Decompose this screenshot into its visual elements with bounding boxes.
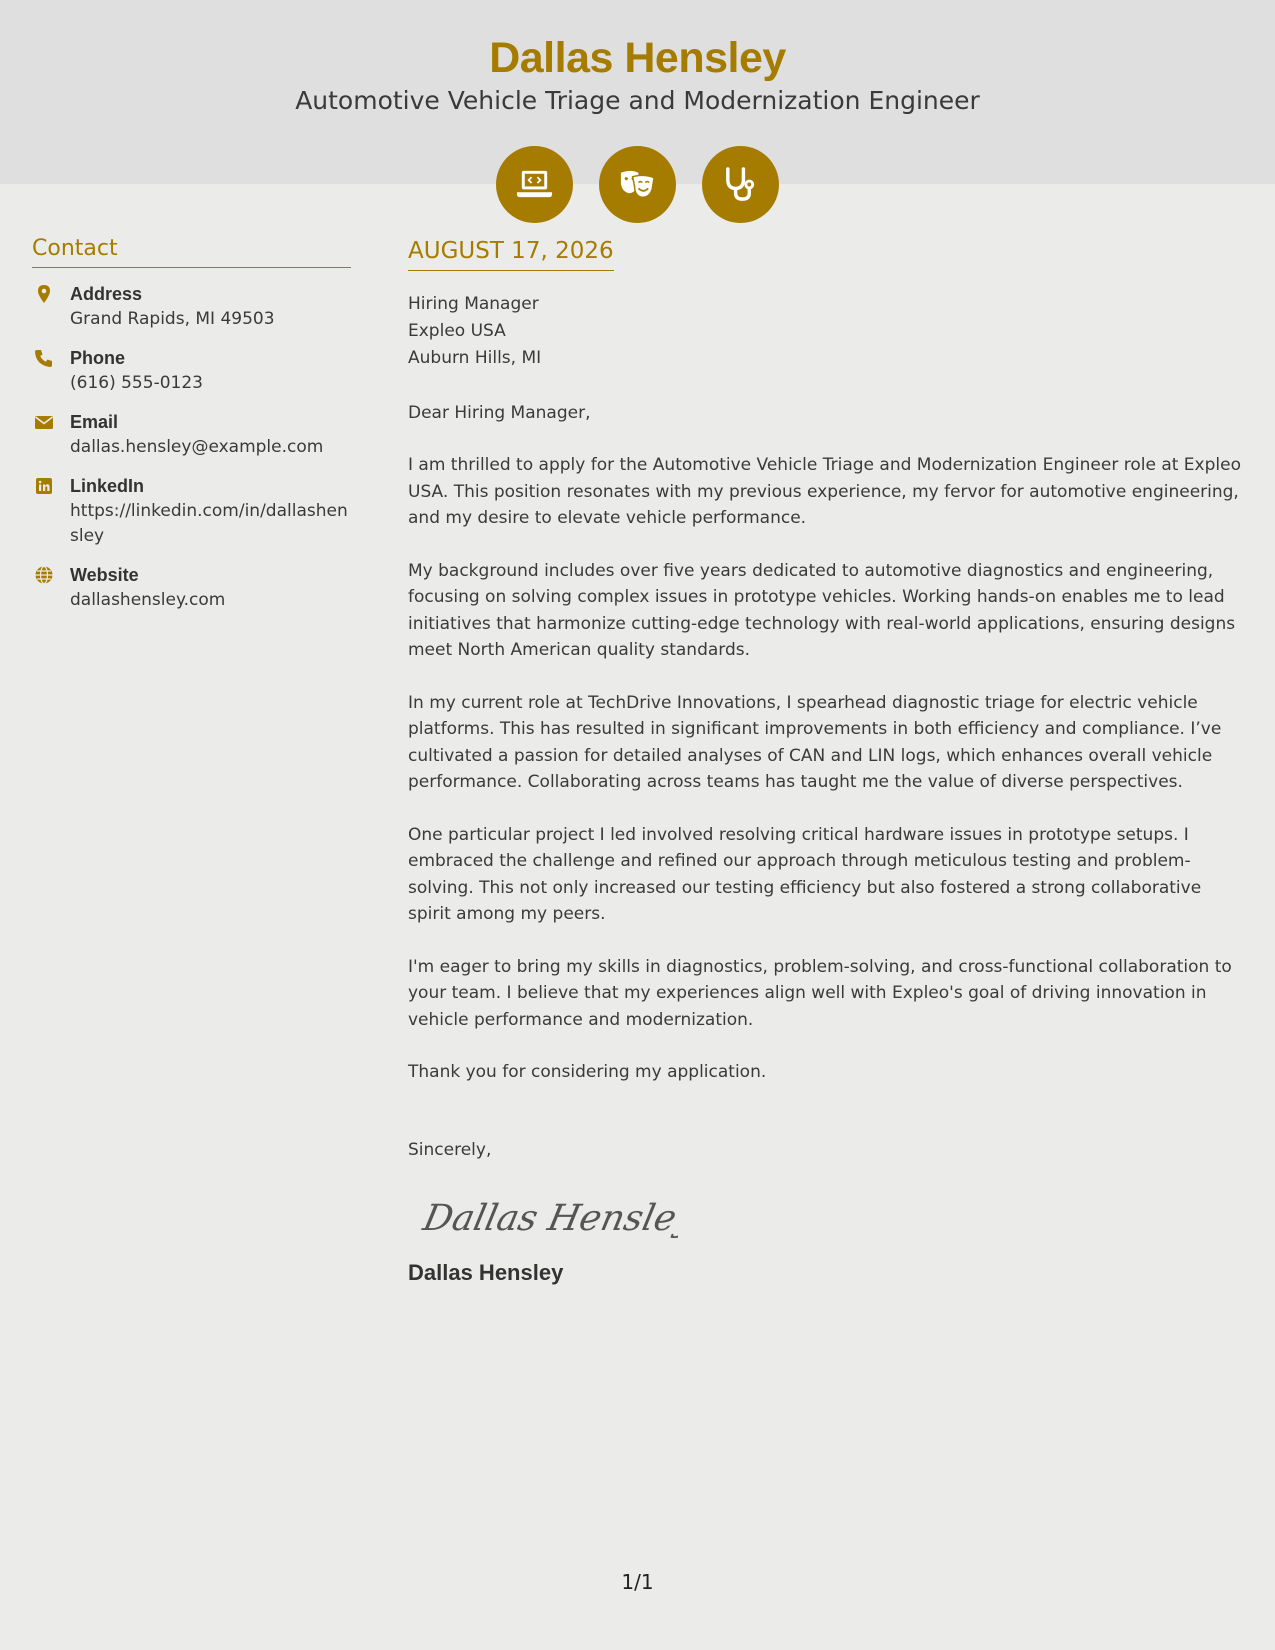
letter-paragraph: My background includes over five years dedicated to automotive diagnostics and engineering, focusing on solving complex issues in prototype vehicles. Working hands-on enables me to lead initiatives that harmonize cutting-edge technology with real-world applications, ensuring designs meet North American quality standards. <box>408 560 1236 660</box>
map-pin-icon <box>34 284 54 304</box>
globe-icon <box>34 565 54 585</box>
contact-address <box>32 282 351 332</box>
letter-paragraph: I'm eager to bring my skills in diagnostics, problem-solving, and cross-functional collaboration to your team. I believe that my experiences align well with Expleo's goal of driving innovation in vehicle performance and modernization. <box>408 956 1232 1030</box>
theater-masks-icon <box>599 146 676 223</box>
contact-label: Phone <box>70 348 126 368</box>
svg-text:Dallas Hensley: Dallas Hensley <box>419 1195 678 1239</box>
contact-phone <box>32 346 351 396</box>
recipient-line: Hiring Manager <box>408 294 539 314</box>
handwritten-signature <box>418 1190 1248 1246</box>
contact-value: Grand Rapids, MI 49503 <box>70 309 275 329</box>
stethoscope-icon <box>702 146 779 223</box>
contact-label: Address <box>70 284 143 304</box>
salutation: Dear Hiring Manager, <box>408 403 591 423</box>
contact-label: Website <box>70 565 139 585</box>
envelope-icon <box>34 412 54 432</box>
signer-name: Dallas Hensley <box>408 1259 564 1285</box>
contact-linkedin <box>32 474 351 549</box>
recipient-line: Expleo USA <box>408 321 506 341</box>
recipient-block <box>408 291 1248 372</box>
contact-email <box>32 410 351 460</box>
contact-sidebar <box>32 236 351 627</box>
laptop-code-icon <box>496 146 573 223</box>
page-number: 1/1 <box>621 1570 654 1594</box>
applicant-name: Dallas Hensley <box>489 34 786 82</box>
letter-paragraph: I am thrilled to apply for the Automotive Vehicle Triage and Modernization Engineer role at Expleo USA. This position resonates with my previous experience, my fervor for automotive engineering, and my desire to elevate vehicle performance. <box>408 455 1241 528</box>
job-title: Automotive Vehicle Triage and Modernization Engineer <box>295 86 980 115</box>
linkedin-icon <box>34 476 54 496</box>
header-icons <box>0 146 1275 223</box>
contact-value[interactable]: https://linkedin.com/in/dallashensley <box>70 501 348 546</box>
letter-date: AUGUST 17, 2026 <box>408 238 614 271</box>
contact-value: (616) 555-0123 <box>70 373 203 393</box>
letter-paragraph: One particular project I led involved resolving critical hardware issues in prototype setups. I embraced the challenge and refined our approach through meticulous testing and problem-solving. This not only increased our testing efficiency but also fostered a strong collaborative spirit among my peers. <box>408 824 1202 924</box>
contact-website <box>32 563 351 613</box>
contact-label: Email <box>70 412 119 432</box>
phone-icon <box>34 348 54 368</box>
letter-paragraph: Thank you for considering my application. <box>408 1062 767 1082</box>
contact-value[interactable]: dallashensley.com <box>70 590 226 610</box>
contact-label: LinkedIn <box>70 476 145 496</box>
recipient-line: Auburn Hills, MI <box>408 348 542 368</box>
letter-paragraph: In my current role at TechDrive Innovations, I spearhead diagnostic triage for electric vehicle platforms. This has resulted in significant improvements in both efficiency and compliance. I’ve cultivated a passion for detailed analyses of CAN and LIN logs, which enhances overall vehicle performance. Collaborating across teams has taught me the value of diverse perspectives. <box>408 692 1222 792</box>
closing: Sincerely, <box>408 1139 492 1160</box>
letter-body <box>408 238 1248 1286</box>
contact-value[interactable]: dallas.hensley@example.com <box>70 437 324 457</box>
contact-heading: Contact <box>32 236 351 268</box>
